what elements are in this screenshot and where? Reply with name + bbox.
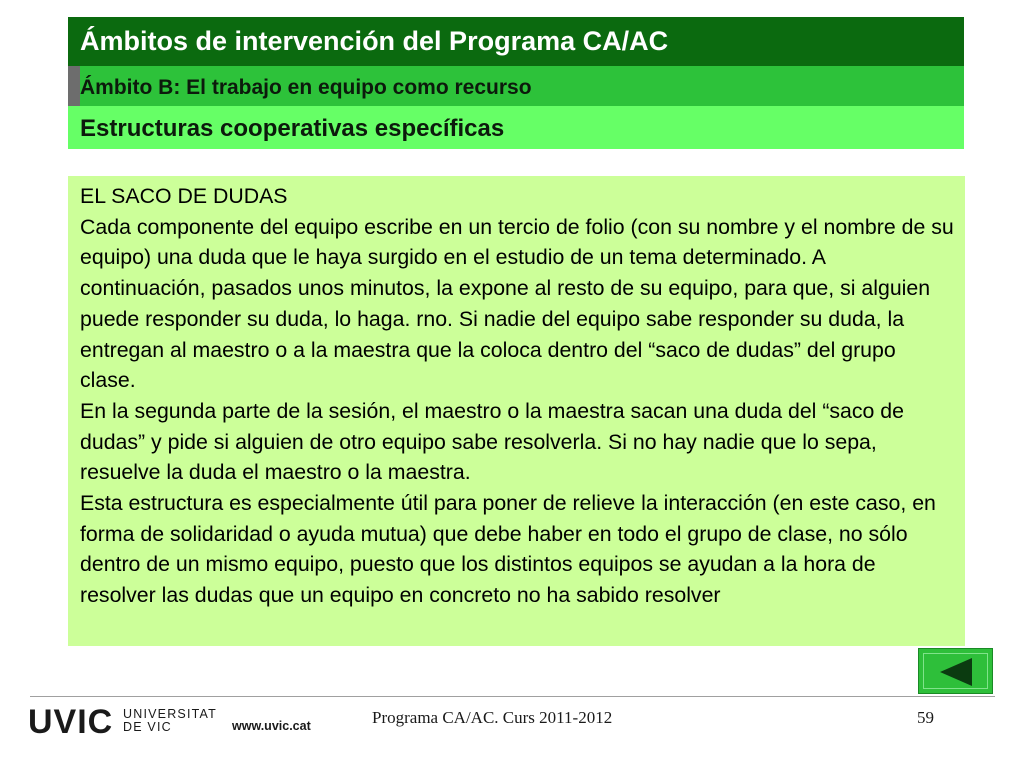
content-heading: EL SACO DE DUDAS bbox=[80, 184, 288, 208]
slide-title: Ámbitos de intervención del Programa CA/AC bbox=[68, 17, 964, 66]
footer-text: Programa CA/AC. Curs 2011-2012 bbox=[372, 708, 613, 727]
logo-line-2: DE VIC bbox=[123, 720, 172, 734]
logo-line-1: UNIVERSITAT bbox=[123, 707, 217, 721]
page-number: 59 bbox=[917, 708, 934, 727]
slide-subtitle: Ámbito B: El trabajo en equipo como recurso bbox=[68, 66, 964, 106]
content-paragraph: Esta estructura es especialmente útil para poner de relieve la interacción (en este caso, en forma de solidaridad o ayuda mutua) que debe haber en todo el grupo de clase, no sólo dentro de un mismo equipo, puesto que los distintos equipos se ayudan a la hora de resolver las dudas que un equipo en concreto no ha sabido resolver bbox=[80, 491, 936, 608]
footer-url: www.uvic.cat bbox=[232, 719, 311, 733]
content-paragraph: Cada componente del equipo escribe en un tercio de folio (con su nombre y el nombre de su equipo) una duda que le haya surgido en el estudio de un tema determinado. A continuación, pasados unos minutos, la expone al resto de su equipo, para que, si alguien puede responder su duda, lo haga. rno. Si nadie del equipo sabe responder su duda, la entregan al maestro o a la maestra que la coloca dentro del “saco de dudas” del grupo clase. bbox=[80, 214, 954, 393]
section-heading: Estructuras cooperativas específicas bbox=[68, 106, 964, 149]
content-paragraph: En la segunda parte de la sesión, el maestro o la maestra sacan una duda del “saco de dudas” y pide si alguien de otro equipo sabe resolverla. Si no hay nadie que lo sepa, resuelve la duda el maestro o la maestra. bbox=[80, 398, 904, 485]
back-button[interactable] bbox=[918, 648, 993, 694]
triangle-left-icon bbox=[940, 658, 972, 686]
logo-text bbox=[123, 708, 217, 734]
footer-divider bbox=[30, 696, 995, 697]
content-box bbox=[68, 176, 965, 646]
logo-mark: UVIC bbox=[28, 703, 114, 741]
